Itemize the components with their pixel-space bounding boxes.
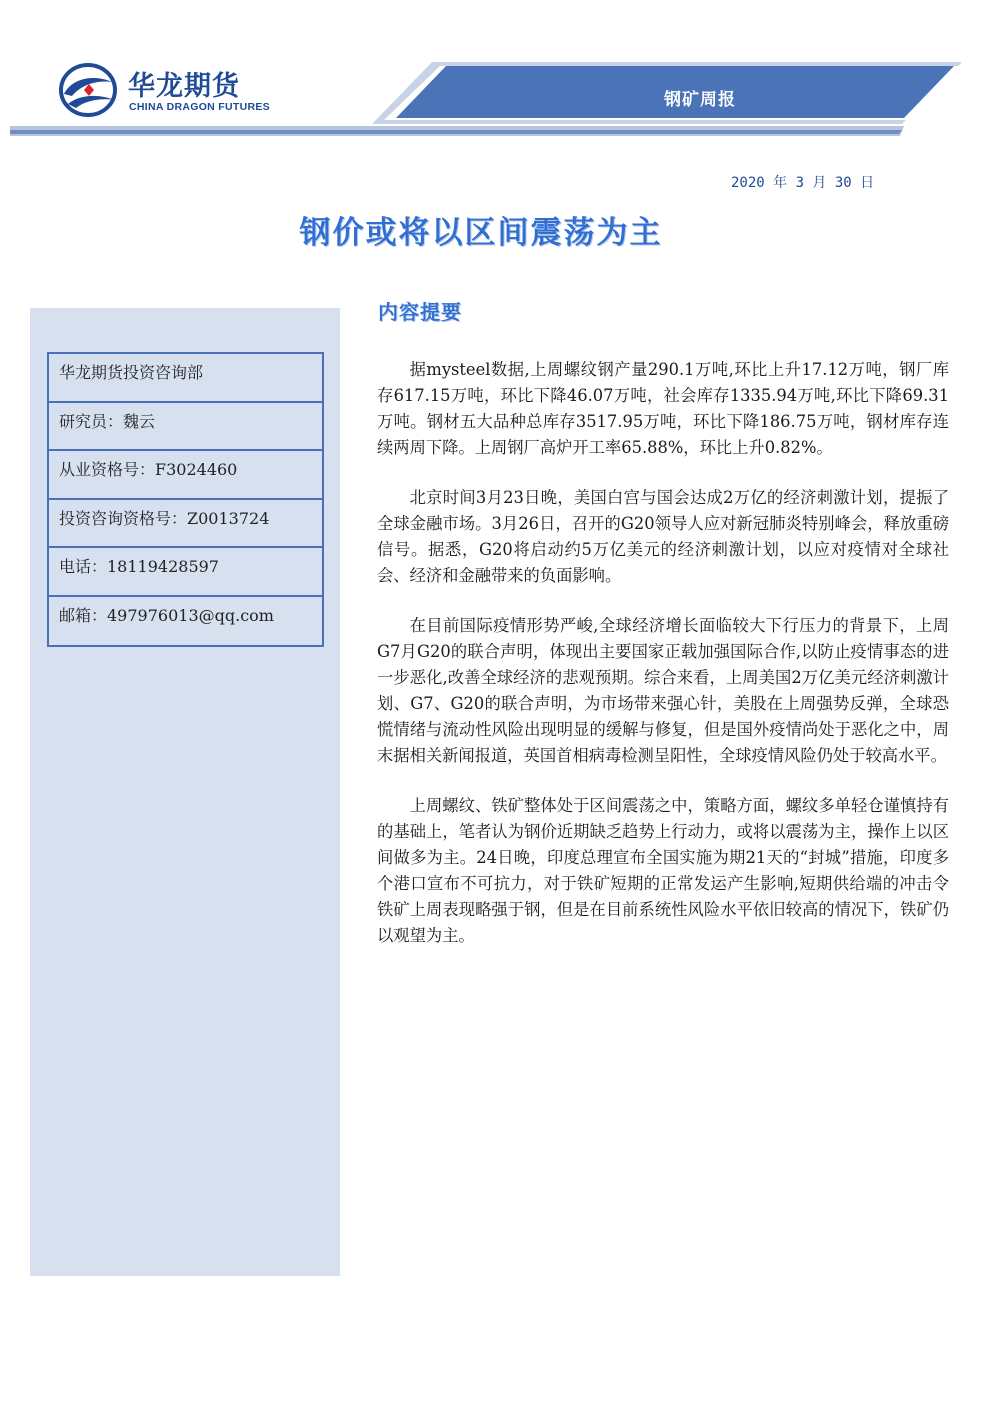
summary-paragraph: 在目前国际疫情形势严峻,全球经济增长面临较大下行压力的背景下，上周G7月G20的联合声明，体现出主要国家正载加强国际合作,以防止疫情事态的进一步恶化,改善全球经济的悲观预期。综合来看，上周美国2万亿美元经济刺激计划、G7、G20的联合声明，为市场带来强心针，美股在上周强势反弹，全球恐慌情绪与流动性风险出现明显的缓解与修复，但是国外疫情尚处于恶化之中，周末据相关新闻报道，英国首相病毒检测呈阳性，全球疫情风险仍处于较高水平。 — [377, 616, 949, 765]
logo-english-name: CHINA DRAGON FUTURES — [129, 101, 270, 113]
info-email[interactable]: 邮箱：497976013@qq.com — [59, 605, 274, 625]
info-phone: 电话：18119428597 — [49, 548, 322, 597]
summary-body — [377, 357, 949, 973]
summary-heading: 内容提要 — [378, 300, 462, 324]
report-title: 钢价或将以区间震荡为主 — [299, 215, 663, 251]
report-type-label: 钢矿周报 — [664, 90, 736, 110]
logo-chinese-name: 华龙期货 — [128, 71, 240, 102]
info-license-number: 从业资格号：F3024460 — [49, 451, 322, 500]
analyst-info-box — [47, 352, 324, 647]
summary-paragraph: 上周螺纹、铁矿整体处于区间震荡之中，策略方面，螺纹多单轻仓谨慎持有的基础上，笔者认为钢价近期缺乏趋势上行动力，或将以震荡为主，操作上以区间做多为主。24日晚，印度总理宣布全国实施为期21天的“封城”措施，印度多个港口宣布不可抗力，对于铁矿短期的正常发运产生影响,短期供给端的冲击令铁矿上周表现略强于钢，但是在目前系统性风险水平依旧较高的情况下，铁矿仍以观望为主。 — [377, 796, 949, 945]
info-researcher: 研究员：魏云 — [49, 403, 322, 452]
summary-paragraph: 据mysteel数据,上周螺纹钢产量290.1万吨,环比上升17.12万吨，钢厂库存617.15万吨，环比下降46.07万吨，社会库存1335.94万吨,环比下降69.31万吨。钢材五大品种总库存3517.95万吨，环比下降186.75万吨，钢材库存连续两周下降。上周钢厂高炉开工率65.88%，环比上升0.82%。 — [377, 360, 949, 457]
info-consulting-license: 投资咨询资格号：Z0013724 — [49, 500, 322, 549]
report-date: 2020 年 3 月 30 日 — [731, 175, 875, 191]
summary-paragraph: 北京时间3月23日晚，美国白宫与国会达成2万亿的经济刺激计划，提振了全球金融市场。3月26日，召开的G20领导人应对新冠肺炎特别峰会，释放重磅信号。据悉，G20将启动约5万亿美元的经济刺激计划，以应对疫情对全球社会、经济和金融带来的负面影响。 — [377, 488, 949, 585]
dragon-logo-icon — [58, 60, 120, 118]
info-department: 华龙期货投资咨询部 — [49, 354, 322, 403]
company-logo — [58, 60, 278, 120]
